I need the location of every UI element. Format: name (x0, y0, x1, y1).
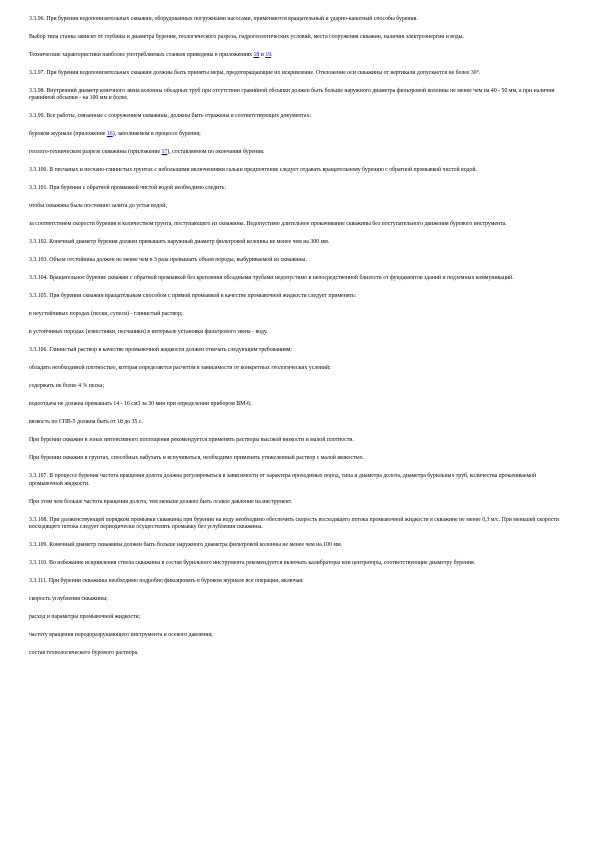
paragraph-text: 3.3.96. При бурении водопонизительных скважин, оборудованных погружными насосами, применяются вращательный и ударно-канатный способы бурения. (29, 16, 418, 22)
paragraph-10 (29, 185, 566, 192)
paragraph-text: 3.3.104. Вращательное бурение скважин с обратной промывкой без крепления обсадными трубами недопустимо в непосредственной близости от фундаментов зданий и подземных коммуникаций. (29, 275, 514, 282)
paragraph-text: чтобы скважина была постоянно залита до устья водой; (29, 203, 167, 210)
paragraph-text: 3.3.107. В процессе бурения частота вращения долота должна регулироваться в зависимости от характера проходимых пород, типа и диаметра долота, диаметра бурильных труб, количества прокачиваемой промывочной жидкости. (29, 473, 537, 487)
paragraph-4 (29, 70, 566, 77)
paragraph-6 (29, 113, 566, 120)
paragraph-text: скорость углубления скважины; (29, 596, 108, 603)
paragraph-text: за соответствием скорости бурения и количеством грунта, поступающего из скважины. Недопустимо длительное прокачивание скважины без поступательного движения бурового инструмента. (29, 221, 507, 228)
paragraph-text: 3.3.103. Объем отстойника должен не менее чем в 3 раза превышать объем породы, выбуриваемой из скважины. (29, 257, 307, 264)
paragraph-text: . (271, 52, 273, 58)
paragraph-text: 3.3.99. Все работы, связанные с сооружением скважины, должны быть отражены в соответствующих документах: (29, 113, 311, 120)
paragraph-34 (29, 632, 566, 639)
paragraph-23 (29, 419, 566, 426)
paragraph-text: ), составляемом по окончании бурения. (167, 149, 265, 156)
paragraph-29 (29, 542, 566, 549)
paragraph-text: в неустойчивых породах (пески, супеси) - глинистый раствор; (29, 311, 183, 318)
paragraph-11 (29, 203, 566, 210)
paragraph-32 (29, 596, 566, 603)
paragraph-22 (29, 401, 566, 408)
paragraph-15 (29, 275, 566, 282)
document-page (29, 16, 566, 668)
paragraph-28 (29, 517, 566, 532)
paragraph-20 (29, 365, 566, 372)
paragraph-9 (29, 167, 566, 174)
paragraph-text: 3.3.110. Во избежание искривления ствола скважины в состав бурильного инструмента рекомендуется включать калибраторы или центраторы, соответствующие диаметру бурения. (29, 560, 476, 567)
paragraph-text: обладать необходимой плотностью, которая определяется расчетом в зависимости от конкретных геологических условий; (29, 365, 331, 372)
paragraph-35 (29, 650, 566, 657)
paragraph-18 (29, 329, 566, 336)
paragraph-text: 3.3.97. При бурении водопонизительных скважин должны быть приняты меры, предотвращающие их искривление. Отклонение оси скважины от вертикали допускается не более 30°. (29, 70, 481, 76)
paragraph-text: Технические характеристики наиболее употребляемых станков приведены в приложениях (29, 52, 254, 58)
paragraph-31 (29, 578, 566, 585)
paragraph-text: 3.3.111. При бурении скважины необходимо подробно фиксировать в буровом журнале все операции, включая: (29, 578, 304, 585)
paragraph-7 (29, 131, 566, 138)
paragraph-text: геолого-техническом разрезе скважины (приложение (29, 149, 162, 156)
paragraph-text: содержать не более 4 % песка; (29, 383, 105, 390)
paragraph-text: 3.3.108. При долженствующей порядком промывки скважины при бурении на воду необходимо обеспечить скорость восходящего потока промывочной жидкости в скважине не менее 0,3 м/с. При меньшей скорости восходящего потока следует периодически осуществлять промывку без углубления скважины. (29, 516, 559, 531)
paragraph-text: вязкость по СПВ-5 должна быть от 18 до 35 с. (29, 419, 143, 426)
paragraph-30 (29, 560, 566, 567)
paragraph-text: 3.3.101. При бурении с обратной промывкой чистой водой необходимо следить: (29, 185, 227, 192)
paragraph-13 (29, 239, 566, 246)
paragraph-19 (29, 347, 566, 354)
appendix-link-19[interactable]: 19 (265, 52, 272, 58)
paragraph-17 (29, 311, 566, 318)
paragraph-text: в устойчивых породах (известняки, песчаники) в интервале установки фильтрового звена - воду. (29, 329, 268, 336)
paragraph-text: буровом журнале (приложение (29, 131, 107, 138)
paragraph-text: ), заполняемом в процессе бурения; (112, 131, 201, 138)
paragraph-14 (29, 257, 566, 264)
paragraph-text: При этом чем больше частота вращения долота, тем меньше должно быть осевое давление на инструмент. (29, 498, 293, 505)
paragraph-text: 3.3.109. Конечный диаметр скважины должен быть больше наружного диаметра фильтровой колонны не менее чем на 100 мм. (29, 542, 343, 549)
paragraph-text: расход и параметры промывочной жидкости; (29, 614, 141, 621)
paragraph-text: 3.3.106. Глинистый раствор в качестве промывочной жидкости должен отвечать следующим требованиям: (29, 347, 293, 354)
appendix-link-16[interactable]: 16 (106, 131, 113, 138)
paragraph-33 (29, 614, 566, 621)
paragraph-16 (29, 293, 566, 300)
paragraph-5 (29, 88, 566, 103)
paragraph-27 (29, 499, 566, 506)
paragraph-text: 3.3.102. Конечный диаметр бурения должен превышать наружный диаметр фильтровой колонны не менее чем на 300 мм. (29, 239, 330, 246)
appendix-link-17[interactable]: 17 (161, 149, 168, 156)
paragraph-text: При бурении скважин в грунтах, способных набухать и вспучиваться, необходимо применять утяжеленный раствор с малой вязкостью. (29, 455, 365, 462)
appendix-link-18[interactable]: 18 (253, 52, 260, 58)
paragraph-text: 3.3.105. При бурении скважин вращательным способом с прямой промывкой в качестве промывочной жидкости следует применять: (29, 293, 357, 300)
paragraph-text: водоотдача не должна превышать 14 - 16 см3 за 30 мин при определении прибором ВМ-6; (29, 401, 252, 408)
paragraph-3 (29, 52, 566, 59)
paragraph-text: состав технологического бурового раствора. (29, 650, 139, 657)
paragraph-text: частоту вращения породоразрушающего инструмента и осевого давления; (29, 632, 213, 639)
paragraph-12 (29, 221, 566, 228)
paragraph-2 (29, 34, 566, 41)
paragraph-24 (29, 437, 566, 444)
paragraph-1 (29, 16, 566, 23)
paragraph-text: 3.3.98. Внутренний диаметр конечного звена колонны обсадных труб при отсутствии гравийной обсыпки должен быть больше наружного диаметра фильтровой колонны не менее чем на 40 - 50 мм, а при наличии гравийной обсыпки - на 100 мм и более. (29, 88, 555, 102)
paragraph-21 (29, 383, 566, 390)
paragraph-text: При бурении скважин в зонах интенсивного поглощения рекомендуется применять растворы высокой вязкости и малой плотности. (29, 437, 354, 444)
paragraph-text: Выбор типа станка зависит от глубины и диаметра бурения, геологического разреза, гидрогеологических условий, места сооружения скважин, наличия электроэнергии и воды. (29, 34, 465, 40)
paragraph-8 (29, 149, 566, 156)
paragraph-26 (29, 473, 566, 488)
paragraph-25 (29, 455, 566, 462)
paragraph-text: 3.3.100. В песчаных и песчано-глинистых грунтах с небольшими включениями гальки предпочтение следует отдавать вращательному бурению с обратной промывкой чистой водой. (29, 167, 477, 174)
paragraph-text: и (259, 52, 266, 58)
